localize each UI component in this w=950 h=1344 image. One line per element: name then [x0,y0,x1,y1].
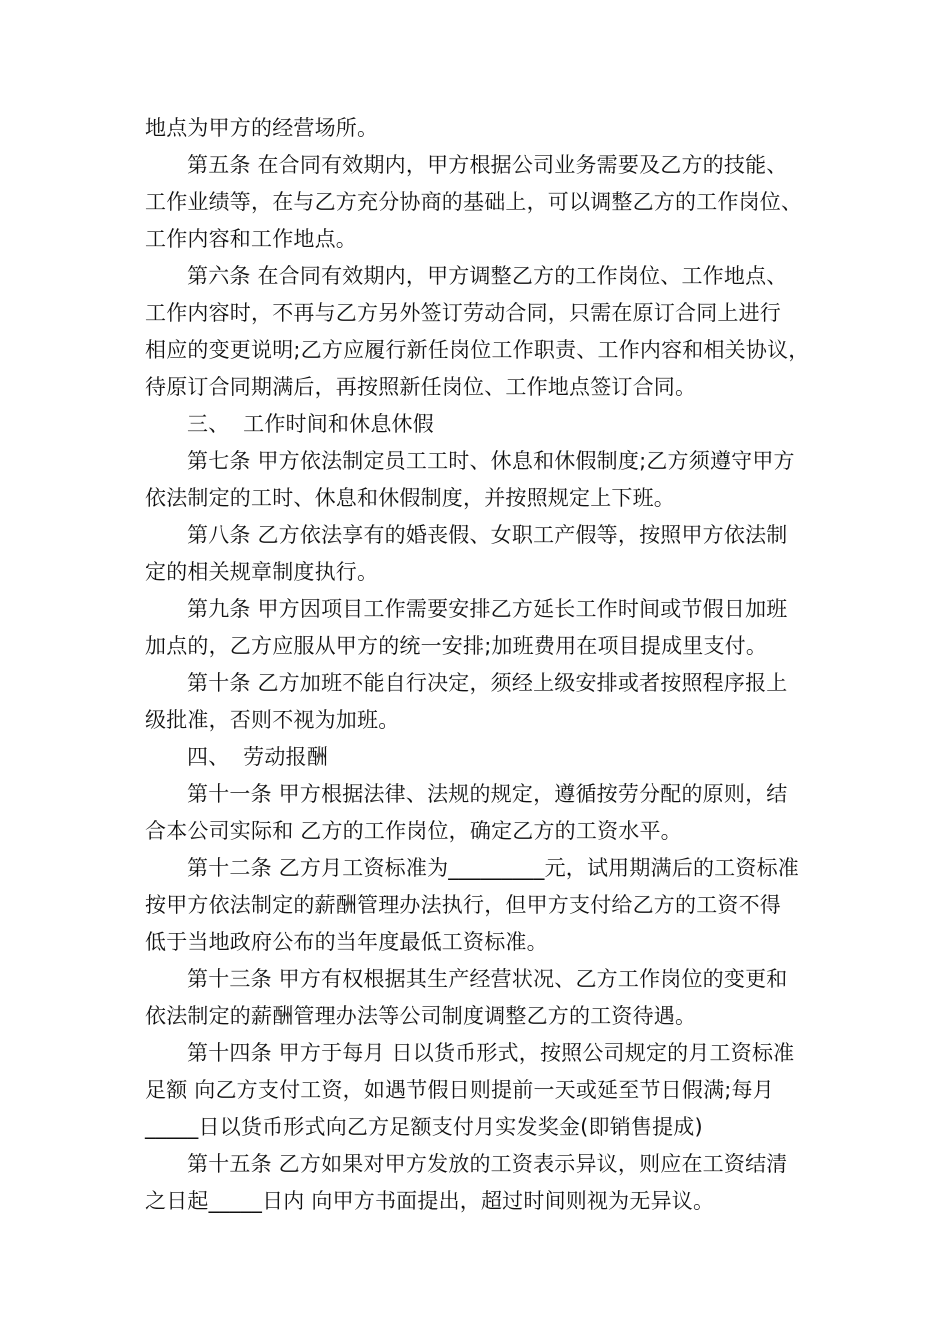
text-line: 工作内容和工作地点。 [145,227,357,251]
text-line: 加点的，乙方应服从甲方的统一安排;加班费用在项目提成里支付。 [145,634,768,658]
text-line: 足额 向乙方支付工资，如遇节假日则提前一天或延至节日假满;每月 [145,1078,774,1102]
article-13: 第十三条 甲方有权根据其生产经营状况、乙方工作岗位的变更和 [187,967,788,991]
text-line: 按甲方依法制定的薪酬管理办法执行，但甲方支付给乙方的工资不得 [145,893,781,917]
text-line: 定的相关规章制度执行。 [145,560,379,584]
text-line: 级批准，否则不视为加班。 [145,708,400,732]
text-line: 待原订合同期满后，再按照新任岗位、工作地点签订合同。 [145,375,697,399]
text-line: _____日以货币形式向乙方足额支付月实发奖金(即销售提成) [145,1115,703,1139]
text-line: 依法制定的薪酬管理办法等公司制度调整乙方的工资待遇。 [145,1004,697,1028]
article-9: 第九条 甲方因项目工作需要安排乙方延长工作时间或节假日加班 [187,597,788,621]
text-line: 之日起_____日内 向甲方书面提出，超过时间则视为无异议。 [145,1189,715,1213]
text-line: 地点为甲方的经营场所。 [145,116,379,140]
article-5: 第五条 在合同有效期内，甲方根据公司业务需要及乙方的技能、 [187,153,788,177]
section-heading-3: 三、 工作时间和休息休假 [187,412,434,436]
text-line: 工作业绩等，在与乙方充分协商的基础上，可以调整乙方的工作岗位、 [145,190,803,214]
article-14: 第十四条 甲方于每月 日以货币形式，按照公司规定的月工资标准 [187,1041,795,1065]
text-line: 工作内容时，不再与乙方另外签订劳动合同，只需在原订合同上进行 [145,301,781,325]
text-line: 相应的变更说明;乙方应履行新任岗位工作职责、工作内容和相关协议， [145,338,810,362]
article-6: 第六条 在合同有效期内，甲方调整乙方的工作岗位、工作地点、 [187,264,788,288]
article-11: 第十一条 甲方根据法律、法规的规定，遵循按劳分配的原则，结 [187,782,788,806]
article-8: 第八条 乙方依法享有的婚丧假、女职工产假等，按照甲方依法制 [187,523,788,547]
article-10: 第十条 乙方加班不能自行决定，须经上级安排或者按照程序报上 [187,671,788,695]
article-7: 第七条 甲方依法制定员工工时、休息和休假制度;乙方须遵守甲方 [187,449,795,473]
text-line: 低于当地政府公布的当年度最低工资标准。 [145,930,548,954]
text-line: 依法制定的工时、休息和休假制度，并按照规定上下班。 [145,486,675,510]
section-heading-4: 四、 劳动报酬 [187,745,328,769]
text-line: 合本公司实际和 乙方的工作岗位，确定乙方的工资水平。 [145,819,682,843]
article-12: 第十二条 乙方月工资标准为_________元，试用期满后的工资标准 [187,856,799,880]
article-15: 第十五条 乙方如果对甲方发放的工资表示异议，则应在工资结清 [187,1152,788,1176]
